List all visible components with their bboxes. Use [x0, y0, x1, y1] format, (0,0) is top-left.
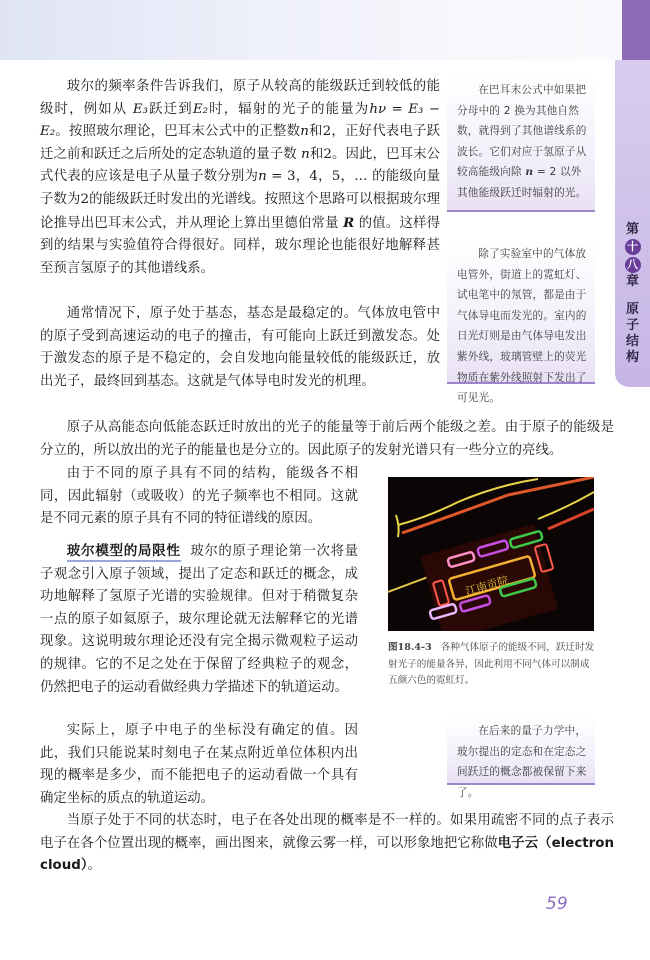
chapter-number-eight: 八: [625, 257, 641, 273]
section-heading: 玻尔模型的局限性: [67, 543, 181, 562]
neon-sign-image: [388, 477, 594, 631]
term-electron-cloud: 电子云: [497, 835, 539, 851]
paragraph-electron-cloud: 当原子处于不同的状态时，电子在各处出现的概率是不一样的。如果用疏密不同的点子表示电子在各个位置出现的概率，画出图来，就像云雾一样，可以形象地把它称做电子云（electron cloud）。: [40, 813, 615, 874]
svg-text:江南贡院: 江南贡院: [464, 573, 510, 599]
side-note-neon-lights: 除了实验室中的气体放电管外，街道上的霓虹灯、试电笔中的氖管，都是由于气体导电而发光的。室内的日光灯则是由气体导电发出紫外线，玻璃管壁上的荧光物质在紫外线照射下发出了可见光。: [447, 240, 595, 384]
figure-caption-text: 各种气体原子的能级不同，跃迁时发射光子的能量各异，因此利用不同气体可以制成五颜六色的霓虹灯。: [388, 642, 595, 686]
chapter-prefix: 第: [625, 222, 639, 237]
paragraph-bohr-limitations: 玻尔模型的局限性 玻尔的原子理论第一次将量子观念引入原子领域，提出了定态和跃迁的概念，成功地解释了氢原子光谱的实验规律。但对于稍微复杂一点的原子如氦原子，玻尔理论就无法解释它的光谱现象。这说明玻尔理论还没有完全揭示微观粒子运动的规律。它的不足之处在于保留了经典粒子的观念，仍然把电子的运动看做经典力学描述下的轨道运动。: [40, 543, 359, 695]
chapter-title-char: 构: [625, 350, 639, 365]
chapter-suffix: 章: [625, 274, 639, 289]
figure-label: 图18.4-3: [388, 642, 432, 653]
page-header-band: [0, 0, 650, 60]
page-number: 59: [546, 894, 568, 914]
chapter-tab-label: [615, 222, 650, 366]
paragraph-probability: 实际上，原子中电子的坐标没有确定的值。因此，我们只能说某时刻电子在某点附近单位体积内出现的概率是多少，而不能把电子的运动看做一个具有确定坐标的质点的轨道运动。: [40, 723, 358, 806]
paragraph-characteristic-lines: 由于不同的原子具有不同的结构，能级各不相同，因此辐射（或吸收）的光子频率也不相同。这就是不同元素的原子具有不同的特征谱线的原因。: [40, 466, 358, 527]
paragraph-ground-state: 通常情况下，原子处于基态，基态是最稳定的。气体放电管中的原子受到高速运动的电子的撞击，有可能向上跃迁到激发态。处于激发态的原子是不稳定的，会自发地向能量较低的能级跃迁，放出光子，最终回到基态。这就是气体导电时发光的机理。: [40, 306, 440, 389]
side-note-quantum-mechanics: 在后来的量子力学中，玻尔提出的定态和在定态之间跃迁的概念都被保留下来了。: [447, 717, 595, 785]
figure-caption: [388, 640, 598, 690]
chapter-number-ten: 十: [625, 239, 641, 255]
paragraph-bohr-frequency: 玻尔的频率条件告诉我们，原子从较高的能级跃迁到较低的能级时，例如从 E₃跃迁到E₂时，辐射的光子的能量为hν = E₃ − E₂。按照玻尔理论，巴耳末公式中的正整数n和2，正好代表电子跃迁之前和跃迁之后所处的定态轨道的量子数 n和2。因此，巴耳末公式代表的应该是电子从量子数分别为n = 3，4，5，… 的能级向量子数为2的能级跃迁时发出的光谱线。按照这个思路可以根据玻尔理论推导出巴耳末公式，并从理论上算出里德伯常量 R 的值。这样得到的结果与实验值符合得很好。同样，玻尔理论也能很好地解释甚至预言氢原子的其他谱线系。: [40, 79, 441, 276]
chapter-title-char: 原: [625, 302, 639, 317]
chapter-title-char: 子: [625, 318, 639, 333]
chapter-title-char: 结: [625, 334, 639, 349]
chapter-tab-top: [622, 0, 650, 60]
side-note-balmer: 在巴耳末公式中如果把分母中的 2 换为其他自然数，就得到了其他谱线系的波长。它们对应于氢原子从较高能级向除 n = 2 以外其他能级跃迁时辐射的光。: [447, 76, 595, 212]
figure-neon-sign-photo: [388, 477, 594, 631]
paragraph-discrete-spectrum: 原子从高能态向低能态跃迁时放出的光子的能量等于前后两个能级之差。由于原子的能级是分立的，所以放出的光子的能量也是分立的。因此原子的发射光谱只有一些分立的亮线。: [40, 420, 614, 458]
